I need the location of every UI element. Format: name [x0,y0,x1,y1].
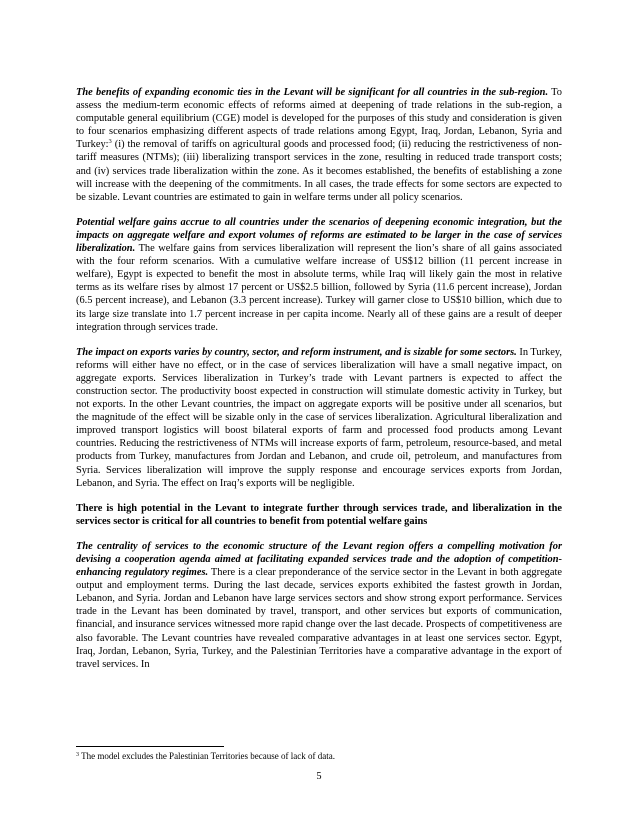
paragraph-export-impact [76,346,562,490]
paragraph-welfare-gains [76,216,562,334]
section-heading: There is high potential in the Levant to integrate further through services trade, and liberalization in the services sector is critical for all countries to benefit from potential welfare gains [76,502,562,527]
paragraph-body: There is a clear preponderance of the service sector in the Levant in both aggregate output and employment terms. During the last decade, services exports exhibited the fastest growth in Jordan, Lebanon, and Syria. Jordan and Lebanon have large services sectors and show strong export performance. Services trade in the Levant has been dominated by travel, transport, and other services but exports of communication, financial, and insurance services witnessed more rapid change over the last decade. Prospects of competitiveness are also favorable. The Levant countries have revealed comparative advantages in at least one services sector. Egypt, Iraq, Jordan, Lebanon, Syria, Turkey, and the Palestinian Territories have a comparative advantage in the export of travel services. In [76,567,562,670]
paragraph-services-centrality [76,540,562,671]
paragraph-body: The welfare gains from services liberalization will represent the lion’s share of all gains associated with the four reform scenarios. With a cumulative welfare increase of US$12 billion (11 percent increase in welfare), Egypt is expected to benefit the most in absolute terms, while Iraq will likely gain the most in relative terms as its welfare rises by almost 17 percent or US$2.5 billion, followed by Syria (11.6 percent increase), Jordan (6.5 percent increase), and Lebanon (3.3 percent increase). Turkey will garner close to US$10 billion, which due to its large size translate into 1.7 percent increase in per capita income. Nearly all of these gains are a result of deeper integration through services trade. [76,243,562,333]
body-text [76,86,562,683]
footnote-text: The model excludes the Palestinian Territories because of lack of data. [79,751,335,761]
footnote-reference[interactable]: 3 [108,138,112,146]
paragraph-body: To assess the medium-term economic effects of reforms aimed at deepening of trade relations in the sub-region, a computable general equilibrium (CGE) model is developed for the purposes of this study and consideration is given to four scenarios emphasizing different aspects of trade relations among Egypt, Iraq, Jordan, Lebanon, Syria and Turkey: [76,87,562,151]
paragraph-lead: Potential welfare gains accrue to all countries under the scenarios of deepening economic integration, but the impacts on aggregate welfare and export volumes of reforms are estimated to be larger in the case of services liberalization. [76,216,562,255]
paragraph-lead: The centrality of services to the economic structure of the Levant region offers a compelling motivation for devising a cooperation agenda aimed at facilitating expanded services trade and the adoption of competition-enhancing regulatory regimes. [76,540,562,579]
paragraph-cge-model [76,86,562,204]
footnote-number: 3 [76,752,79,758]
paragraph-lead: The impact on exports varies by country, sector, and reform instrument, and is sizable for some sectors. [76,346,517,358]
footnote-divider [76,746,224,747]
paragraph-body: In Turkey, reforms will either have no effect, or in the case of services liberalization will have a small negative impact, on aggregate exports. Services liberalization in Turkey’s trade with Levant partners is expected to affect the construction sector. The productivity boost expected in construction will stimulate domestic activity in Turkey, but not exports. In the other Levant countries, the impact on aggregate exports will be positive under all scenarios, but the magnitude of the effect will be sizable only in the case of services liberalization. Agricultural liberalization and improved transport logistics will boost bilateral exports of farm and processed food products among Levant countries. Reducing the restrictiveness of NTMs will increase exports of farm, petroleum, resource-based, and metal products from Turkey, manufactures from Jordan and Lebanon, and crude oil, petroleum, and manufactures from Syria. Services liberalization will improve the supply response and encourage services exports from Jordan, Lebanon, and Syria. The effect on Iraq’s exports will be negligible. [76,346,562,489]
page-number: 5 [316,771,322,782]
paragraph-lead: The benefits of expanding economic ties in the Levant will be significant for all countries in the sub-region. [76,87,549,98]
footnote [76,751,562,762]
paragraph-body: (i) the removal of tariffs on agricultural goods and processed food; (ii) reducing the restrictiveness of non-tariff measures (NTMs); (iii) liberalizing transport services in the zone, resulting in reduced trade transport costs; and (iv) services trade liberalization within the zone. As it becomes established, the benefits of establishing a zone will increase with the deepening of the commitments. In all cases, the trade effects for some sectors are expected to be sizable. Levant countries are estimated to gain in welfare terms under all policy scenarios. [76,139,562,203]
